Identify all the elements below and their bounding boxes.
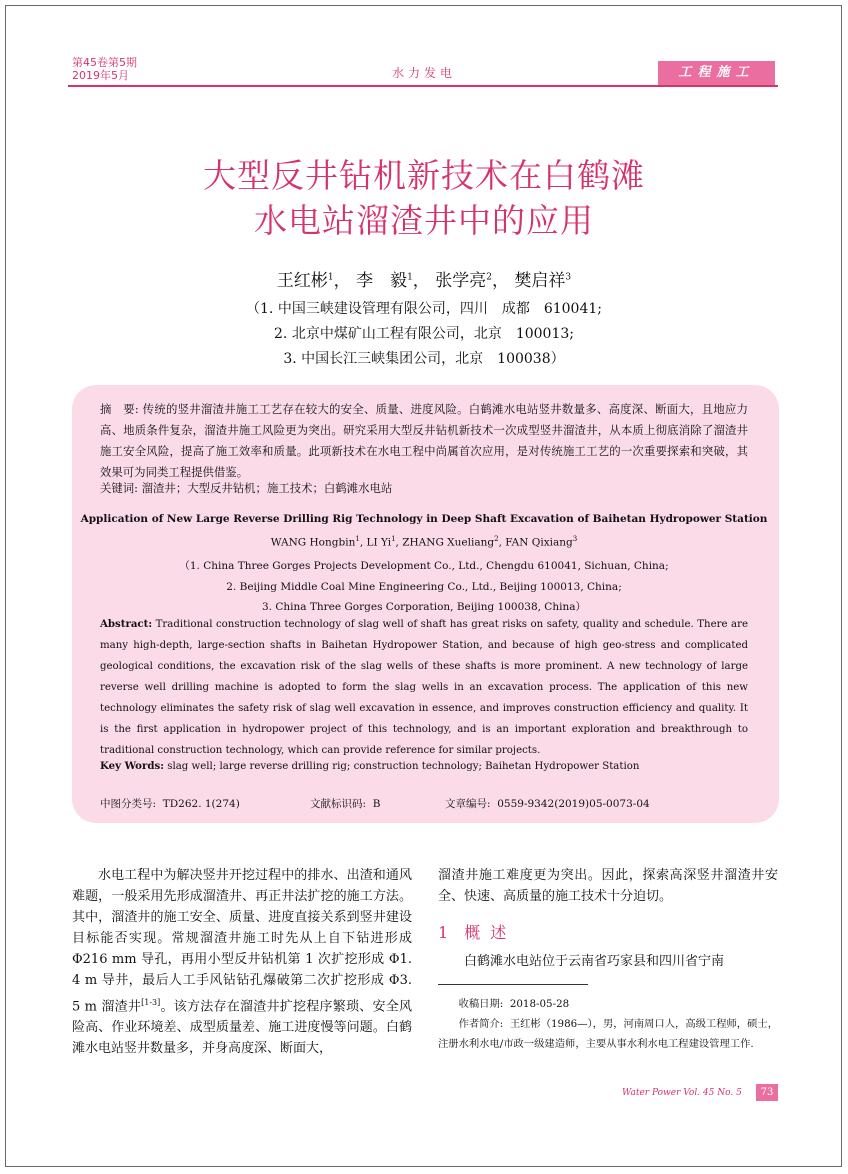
author-affil-mark: 3 (565, 272, 572, 283)
clc-label: 中图分类号: (100, 798, 157, 810)
volume-issue: 第45卷第5期 (72, 56, 137, 69)
english-author-name: WANG Hongbin (270, 536, 356, 549)
english-author-mark: 1 (355, 535, 360, 543)
body-right-top-paragraph: 溜渣井施工难度更为突出。因此，探索高深竖井溜渣井安全、快速、高质量的施工技术十分迫切。 (438, 868, 778, 905)
section-tag: 工程施工 (658, 61, 775, 85)
clc-number (100, 796, 240, 811)
abstract-label: 摘 要: (100, 402, 139, 416)
author-name: 张学亮 (435, 271, 487, 291)
english-title: Application of New Large Reverse Drilling Rig Technology in Deep Shaft Excavation of Baihetan Hydropower Station (80, 513, 768, 525)
author-affil-mark: 2 (486, 272, 492, 283)
article-number (445, 796, 650, 811)
page-number: 73 (756, 1084, 778, 1101)
clc-value: TD262. 1(274) (162, 798, 240, 810)
english-abstract (100, 614, 748, 761)
footnote-rule (438, 984, 588, 985)
document-code (310, 796, 380, 811)
article-number-value: 0559-9342(2019)05-0073-04 (497, 798, 650, 810)
received-label: 收稿日期: (458, 998, 504, 1010)
received-value: 2018-05-28 (509, 998, 570, 1010)
keywords-label: 关键词: (100, 481, 139, 495)
affiliation: （1. 中国三峡建设管理有限公司，四川 成都 610041; (246, 301, 602, 317)
english-keywords (100, 757, 748, 776)
body-text: 水电工程中为解决竖井开挖过程中的排水、出渣和通风难题，一般采用先形成溜渣井、再正井法扩挖的施工方法。其中，溜渣井的施工安全、质量、进度直接关系到竖井建设目标能否实现。常规溜渣井施工时先从上自下钻进形成 Φ216 mm 导孔，再用小型反井钻机第 1 次扩挖形成 Φ1. 4 m 导井，最后人工手风钻钻孔爆破第二次扩挖形成 Φ3. 5 m 溜渣井 (72, 868, 412, 1014)
english-affiliation: 2. Beijing Middle Coal Mine Engineering Co., Ltd., Beijing 100013, China; (226, 580, 622, 593)
english-affiliation: 3. China Three Gorges Corporation, Beijing 100038, China） (261, 601, 586, 613)
section-number: 1 (438, 923, 451, 942)
received-date (438, 994, 778, 1014)
body-text-cont: 。该方法存在溜渣井扩挖程序繁琐、安全风险高、作业环境差、成型质量差、施工进度慢等问题。白鹤滩水电站竖井数量多，并身高度深、断面大， (72, 998, 412, 1057)
section-heading (438, 920, 516, 943)
author-name: 李 毅 (356, 271, 408, 291)
title-line-1: 大型反井钻机新技术在白鹤滩 (203, 156, 645, 195)
article-number-label: 文章编号: (445, 798, 491, 810)
doc-code-label: 文献标识码: (310, 798, 367, 810)
english-affiliation: （1. China Three Gorges Projects Development Co., Ltd., Chengdu 610041, Sichuan, China; (179, 560, 669, 572)
author-bio-text: 王红彬（1986—），男，河南周口人，高级工程师，硕士，注册水利水电/市政一级建造师，主要从事水利水电工程建设管理工作. (438, 1018, 778, 1050)
english-author-name: LI Yi (366, 536, 392, 549)
citation-mark: [1-3] (141, 997, 161, 1007)
affiliation: 3. 中国长江三峡集团公司，北京 100038） (283, 351, 565, 367)
english-author-list: WANG Hongbin$^1$, LI Yi$^1$, ZHANG Xueliang$^2$, FAN Qixiang$^3$ (270, 535, 578, 549)
chinese-keywords (100, 478, 748, 499)
author-name: 樊启祥 (514, 271, 566, 291)
author-bio (438, 1014, 778, 1054)
issue-date: 2019年5月 (72, 69, 129, 82)
english-keywords-text: slag well; large reverse drilling rig; construction technology; Baihetan Hydropower Station (167, 761, 640, 772)
english-author-mark: 2 (494, 535, 499, 543)
english-author-name: FAN Qixiang (505, 536, 573, 549)
affiliation-list (0, 297, 848, 372)
keywords-text: 溜渣井；大型反井钻机；施工技术；白鹤滩水电站 (141, 481, 393, 495)
title-line-2: 水电站溜渣井中的应用 (254, 201, 594, 240)
author-affil-mark: 1 (407, 272, 413, 283)
footnote (438, 994, 778, 1054)
english-author-mark: 3 (572, 535, 578, 543)
affiliation: 2. 北京中煤矿山工程有限公司，北京 100013; (274, 326, 574, 342)
english-affiliation-list (0, 556, 848, 618)
english-author-mark: 1 (391, 535, 396, 543)
doc-code-value: B (372, 798, 381, 810)
section-title: 概述 (464, 923, 517, 942)
author-list: 王红彬$^1$， 李 毅$^1$， 张学亮$^2$， 樊启祥$^3$ (276, 271, 572, 291)
footer-journal: Water Power Vol. 45 No. 5 (622, 1088, 742, 1098)
english-abstract-label: Abstract: (100, 618, 153, 630)
english-abstract-text: Traditional construction technology of slag well of shaft has great risks on safety, quality and schedule. There are many high-depth, large-section shafts in Baihetan Hydropower Station, and because of high geo-stress and complicated geological conditions, the excavation risk of the slag wells of these shafts is more prominent. A new technology of large reverse well drilling machine is adopted to form the slag wells in an excavation process. The application of this new technology eliminates the safety risk of slag well excavation in essence, and improves construction efficiency and quality. It is the first application in hydropower project of this technology, and is an important exploration and breakthrough to traditional construction technology, which can provide reference for similar projects. (100, 619, 748, 756)
english-author-name: ZHANG Xueliang (402, 536, 495, 549)
article-title (0, 153, 848, 243)
chinese-abstract (100, 399, 748, 483)
author-bio-label: 作者简介: (458, 1018, 504, 1030)
author-name: 王红彬 (276, 271, 328, 291)
author-affil-mark: 1 (327, 272, 334, 283)
journal-name: 水力发电 (391, 66, 456, 80)
header-rule (68, 85, 778, 87)
body-right-paragraph: 白鹤滩水电站位于云南省巧家县和四川省宁南 (464, 954, 725, 969)
english-keywords-label: Key Words: (100, 760, 164, 772)
body-left-paragraph (72, 865, 412, 1059)
abstract-text: 传统的竖井溜渣井施工工艺存在较大的安全、质量、进度风险。白鹤滩水电站竖井数量多、高度深、断面大，且地应力高、地质条件复杂，溜渣井施工风险更为突出。研究采用大型反井钻机新技术一次成型竖井溜渣井，从本质上彻底消除了溜渣井施工安全风险，提高了施工效率和质量。此项新技术在水电工程中尚属首次应用，是对传统施工工艺的一次重要探索和突破，其效果可为同类工程提供借鉴。 (100, 402, 748, 479)
